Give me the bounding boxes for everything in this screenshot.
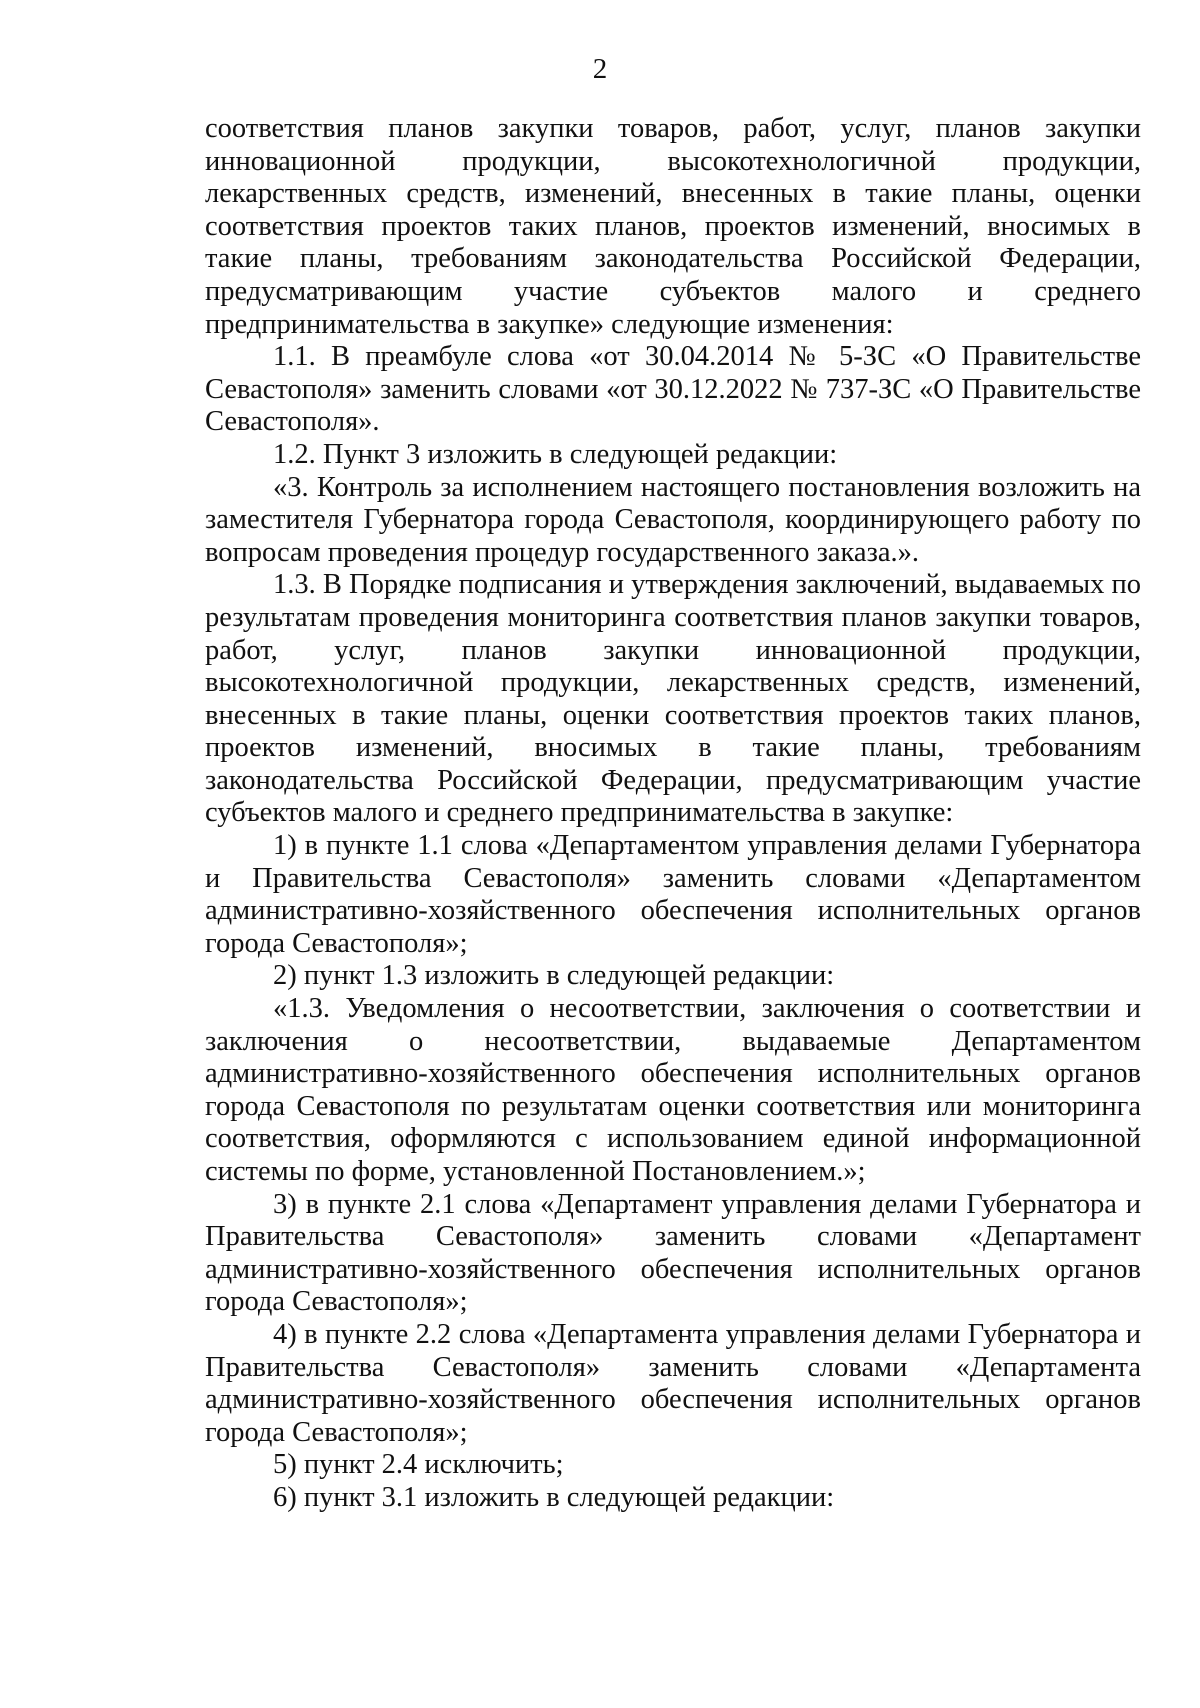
list-item-3: 3) в пункте 2.1 слова «Департамент управления делами Губернатора и Правительства Севастополя» заменить словами «Департамент административно-хозяйственного обеспечения исполнительных органов города Севастополя»; [205,1188,1141,1318]
document-body [205,113,1141,1515]
list-item-4: 4) в пункте 2.2 слова «Департамента управления делами Губернатора и Правительства Севастополя» заменить словами «Департамента административно-хозяйственного обеспечения исполнительных органов города Севастополя»; [205,1318,1141,1448]
paragraph-quote-1-3: «1.3. Уведомления о несоответствии, заключения о соответствии и заключения о несоответствии, выдаваемые Департаментом административно-хозяйственного обеспечения исполнительных органов города Севастополя по результатам оценки соответствия или мониторинга соответствия, оформляются с использованием единой информационной системы по форме, установленной Постановлением.»; [205,993,1141,1187]
list-item-6: 6) пункт 3.1 изложить в следующей редакции: [273,1481,835,1513]
paragraph-continuation: соответствия планов закупки товаров, работ, услуг, планов закупки инновационной продукции, высокотехнологичной продукции, лекарственных средств, изменений, внесенных в такие планы, оценки соответствия проектов таких планов, проектов изменений, вносимых в такие планы, требованиям законодательства Российской Федерации, предусматривающим участие субъектов малого и среднего предпринимательства в закупке» следующие изменения: [205,113,1141,340]
list-item-2: 2) пункт 1.3 изложить в следующей редакции: [273,960,835,992]
paragraph-quote-3: «3. Контроль за исполнением настоящего постановления возложить на заместителя Губернатора города Севастополя, координирующего работу по вопросам проведения процедур государственного заказа.». [205,471,1141,568]
list-item-1: 1) в пункте 1.1 слова «Департаментом управления делами Губернатора и Правительства Севастополя» заменить словами «Департаментом административно-хозяйственного обеспечения исполнительных органов города Севастополя»; [205,830,1141,959]
paragraph-1-1: 1.1. В преамбуле слова «от 30.04.2014 № 5-ЗС «О Правительстве Севастополя» заменить словами «от 30.12.2022 № 737-ЗС «О Правительстве Севастополя». [205,341,1141,438]
paragraph-1-3: 1.3. В Порядке подписания и утверждения заключений, выдаваемых по результатам проведения мониторинга соответствия планов закупки товаров, работ, услуг, планов закупки инновационной продукции, высокотехнологичной продукции, лекарственных средств, изменений, внесенных в такие планы, оценки соответствия проектов таких планов, проектов изменений, вносимых в такие планы, требованиям законодательства Российской Федерации, предусматривающим участие субъектов малого и среднего предпринимательства в закупке: [205,569,1141,829]
list-item-5: 5) пункт 2.4 исключить; [273,1449,564,1481]
page-number: 2 [592,53,608,85]
paragraph-1-2: 1.2. Пункт 3 изложить в следующей редакции: [273,438,838,470]
